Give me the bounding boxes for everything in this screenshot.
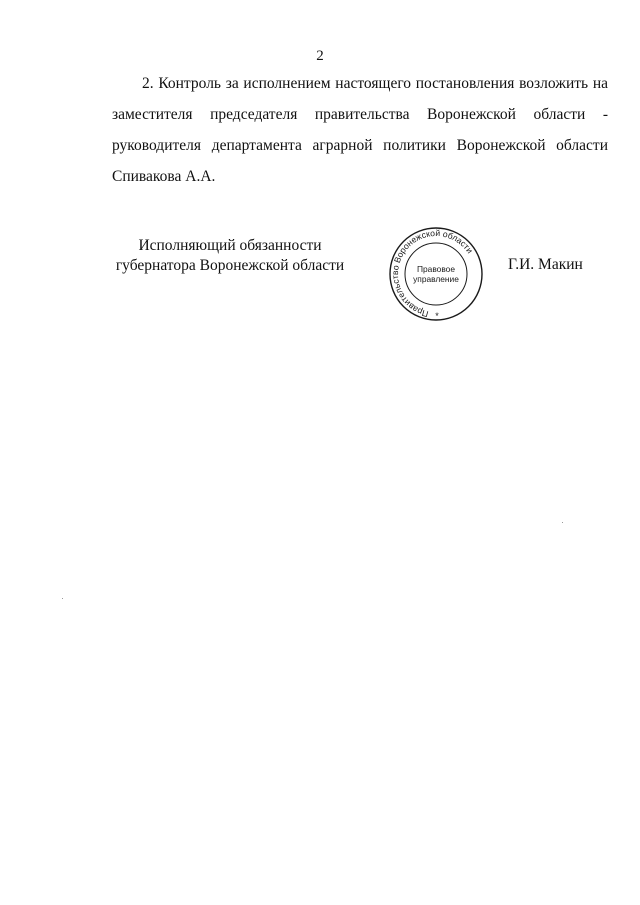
- page-number: 2: [316, 48, 324, 64]
- official-seal: [380, 222, 492, 324]
- scan-speck: [562, 522, 563, 523]
- body-line: Спивакова А.А.: [112, 168, 216, 185]
- signatory-name: Г.И. Макин: [508, 256, 583, 273]
- position-line: губернатора Воронежской области: [115, 257, 345, 274]
- body-line: руководителя департамента аграрной политики Воронежской области: [112, 137, 608, 154]
- seal-star: *: [435, 311, 439, 321]
- seal-ring-text: Правительство Воронежской области: [389, 227, 476, 320]
- seal-center-line: Правовое: [416, 264, 456, 274]
- signatory-position: [100, 236, 360, 276]
- body-line: 2. Контроль за исполнением настоящего постановления возложить на: [142, 75, 608, 92]
- body-paragraph: [112, 68, 608, 192]
- scan-speck: [62, 598, 63, 599]
- body-line: заместителя председателя правительства Воронежской области -: [112, 106, 608, 123]
- position-line: Исполняющий обязанности: [138, 237, 322, 254]
- seal-center-line: управление: [413, 274, 459, 284]
